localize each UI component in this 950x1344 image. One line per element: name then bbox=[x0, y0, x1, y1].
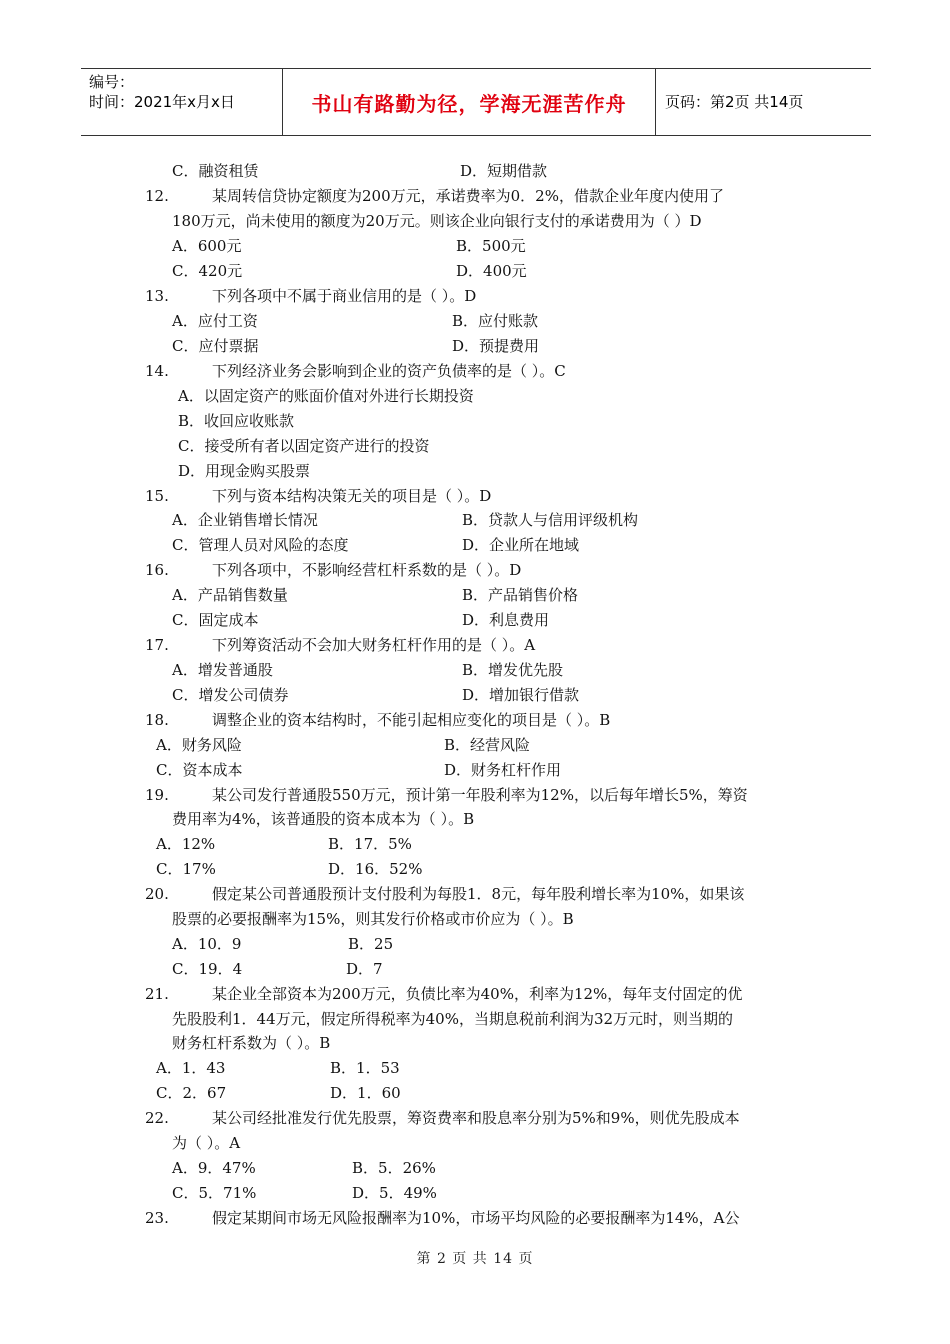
question-number: 14. bbox=[145, 362, 169, 380]
document-line: C．17% bbox=[156, 860, 216, 878]
document-line: 下列筹资活动不会加大财务杠杆作用的是（ ）。A bbox=[212, 636, 536, 654]
document-line: 某公司发行普通股550万元，预计第一年股利率为12%，以后每年增长5%，筹资 bbox=[212, 786, 748, 804]
document-line: B．应付账款 bbox=[452, 312, 539, 330]
document-line: 股票的必要报酬率为15%，则其发行价格或市价应为（ ）。B bbox=[172, 910, 574, 928]
document-line: B．1．53 bbox=[330, 1059, 400, 1077]
question-number: 16. bbox=[145, 561, 169, 579]
document-line: D．5．49% bbox=[352, 1184, 437, 1202]
document-line: 某周转信贷协定额度为200万元，承诺费率为0．2%，借款企业年度内使用了 bbox=[212, 187, 724, 205]
document-line: C．接受所有者以固定资产进行的投资 bbox=[178, 437, 430, 455]
document-line: B．5．26% bbox=[352, 1159, 436, 1177]
document-line: B．贷款人与信用评级机构 bbox=[462, 511, 639, 529]
document-line: D．1．60 bbox=[330, 1084, 401, 1102]
document-line: 为（ ）。A bbox=[172, 1134, 241, 1152]
document-line: D．利息费用 bbox=[462, 611, 550, 629]
doc-code-label: 编号： bbox=[89, 73, 135, 91]
document-line: B．收回应收账款 bbox=[178, 412, 295, 430]
question-number: 15. bbox=[145, 487, 169, 505]
document-line: 180万元，尚未使用的额度为20万元。则该企业向银行支付的承诺费用为（ ）D bbox=[172, 212, 702, 230]
document-line: B．25 bbox=[348, 935, 394, 953]
document-line: B．17．5% bbox=[328, 835, 412, 853]
document-line: D．预提费用 bbox=[452, 337, 540, 355]
document-line: A．产品销售数量 bbox=[172, 586, 288, 604]
question-number: 23. bbox=[145, 1209, 169, 1227]
document-line: A．600元 bbox=[172, 237, 242, 255]
document-line: 费用率为4%，该普通股的资本成本为（ ）。B bbox=[172, 810, 475, 828]
document-line: D．用现金购买股票 bbox=[178, 462, 311, 480]
question-number: 13. bbox=[145, 287, 169, 305]
document-line: 下列与资本结构决策无关的项目是（ ）。D bbox=[212, 487, 492, 505]
document-line: D．财务杠杆作用 bbox=[444, 761, 562, 779]
question-number: 18. bbox=[145, 711, 169, 729]
document-line: 调整企业的资本结构时，不能引起相应变化的项目是（ ）。B bbox=[212, 711, 611, 729]
document-line: D．企业所在地域 bbox=[462, 536, 580, 554]
document-line: A．财务风险 bbox=[156, 736, 242, 754]
document-line: 下列各项中，不影响经营杠杆系数的是（ ）。D bbox=[212, 561, 522, 579]
doc-date-label: 时间：2021年x月x日 bbox=[89, 93, 235, 111]
document-line: C．管理人员对风险的态度 bbox=[172, 536, 349, 554]
document-line: C．420元 bbox=[172, 262, 243, 280]
question-number: 21. bbox=[145, 985, 169, 1003]
document-line: A．12% bbox=[156, 835, 216, 853]
document-line: 下列各项中不属于商业信用的是（ ）。D bbox=[212, 287, 477, 305]
document-line: A．企业销售增长情况 bbox=[172, 511, 318, 529]
document-line: A．10．9 bbox=[172, 935, 242, 953]
document-line: A．增发普通股 bbox=[172, 661, 273, 679]
document-line: C．2．67 bbox=[156, 1084, 227, 1102]
document-line: A．1．43 bbox=[156, 1059, 226, 1077]
document-line: A．应付工资 bbox=[172, 312, 258, 330]
document-line: 先股股利1．44万元，假定所得税率为40%，当期息税前利润为32万元时，则当期的 bbox=[172, 1010, 734, 1028]
document-line: 假定某期间市场无风险报酬率为10%，市场平均风险的必要报酬率为14%，A公 bbox=[212, 1209, 740, 1227]
document-line: D．7 bbox=[346, 960, 383, 978]
question-number: 20. bbox=[145, 885, 169, 903]
document-line: A．以固定资产的账面价值对外进行长期投资 bbox=[178, 387, 474, 405]
document-line: B．增发优先股 bbox=[462, 661, 564, 679]
question-number: 17. bbox=[145, 636, 169, 654]
document-line: D．400元 bbox=[456, 262, 527, 280]
document-line: 某企业全部资本为200万元，负债比率为40%，利率为12%，每年支付固定的优 bbox=[212, 985, 743, 1003]
document-line: B．产品销售价格 bbox=[462, 586, 579, 604]
document-line: C．融资租赁 bbox=[172, 162, 259, 180]
document-line: C．应付票据 bbox=[172, 337, 259, 355]
document-line: A．9．47% bbox=[172, 1159, 256, 1177]
document-line: B．500元 bbox=[456, 237, 526, 255]
document-line: C．增发公司债券 bbox=[172, 686, 289, 704]
document-line: 下列经济业务会影响到企业的资产负债率的是（ ）。C bbox=[212, 362, 566, 380]
document-line: D．短期借款 bbox=[460, 162, 548, 180]
question-number: 19. bbox=[145, 786, 169, 804]
document-line: B．经营风险 bbox=[444, 736, 531, 754]
question-number: 22. bbox=[145, 1109, 169, 1127]
document-line: D．16．52% bbox=[328, 860, 423, 878]
page-footer: 第 2 页 共 14 页 bbox=[416, 1251, 534, 1267]
document-line: C．19．4 bbox=[172, 960, 243, 978]
document-line: 某公司经批准发行优先股票，筹资费率和股息率分别为5%和9%，则优先股成本 bbox=[212, 1109, 740, 1127]
question-number: 12. bbox=[145, 187, 169, 205]
document-line: C．5．71% bbox=[172, 1184, 257, 1202]
header-motto: 书山有路勤为径，学海无涯苦作舟 bbox=[311, 92, 627, 116]
document-line: D．增加银行借款 bbox=[462, 686, 580, 704]
document-line: 财务杠杆系数为（ ）。B bbox=[172, 1034, 331, 1052]
document-line: 假定某公司普通股预计支付股利为每股1．8元，每年股利增长率为10%，如果该 bbox=[212, 885, 745, 903]
header-page-info: 页码：第2页 共14页 bbox=[665, 93, 804, 111]
document-line: C．固定成本 bbox=[172, 611, 259, 629]
document-line: C．资本成本 bbox=[156, 761, 243, 779]
